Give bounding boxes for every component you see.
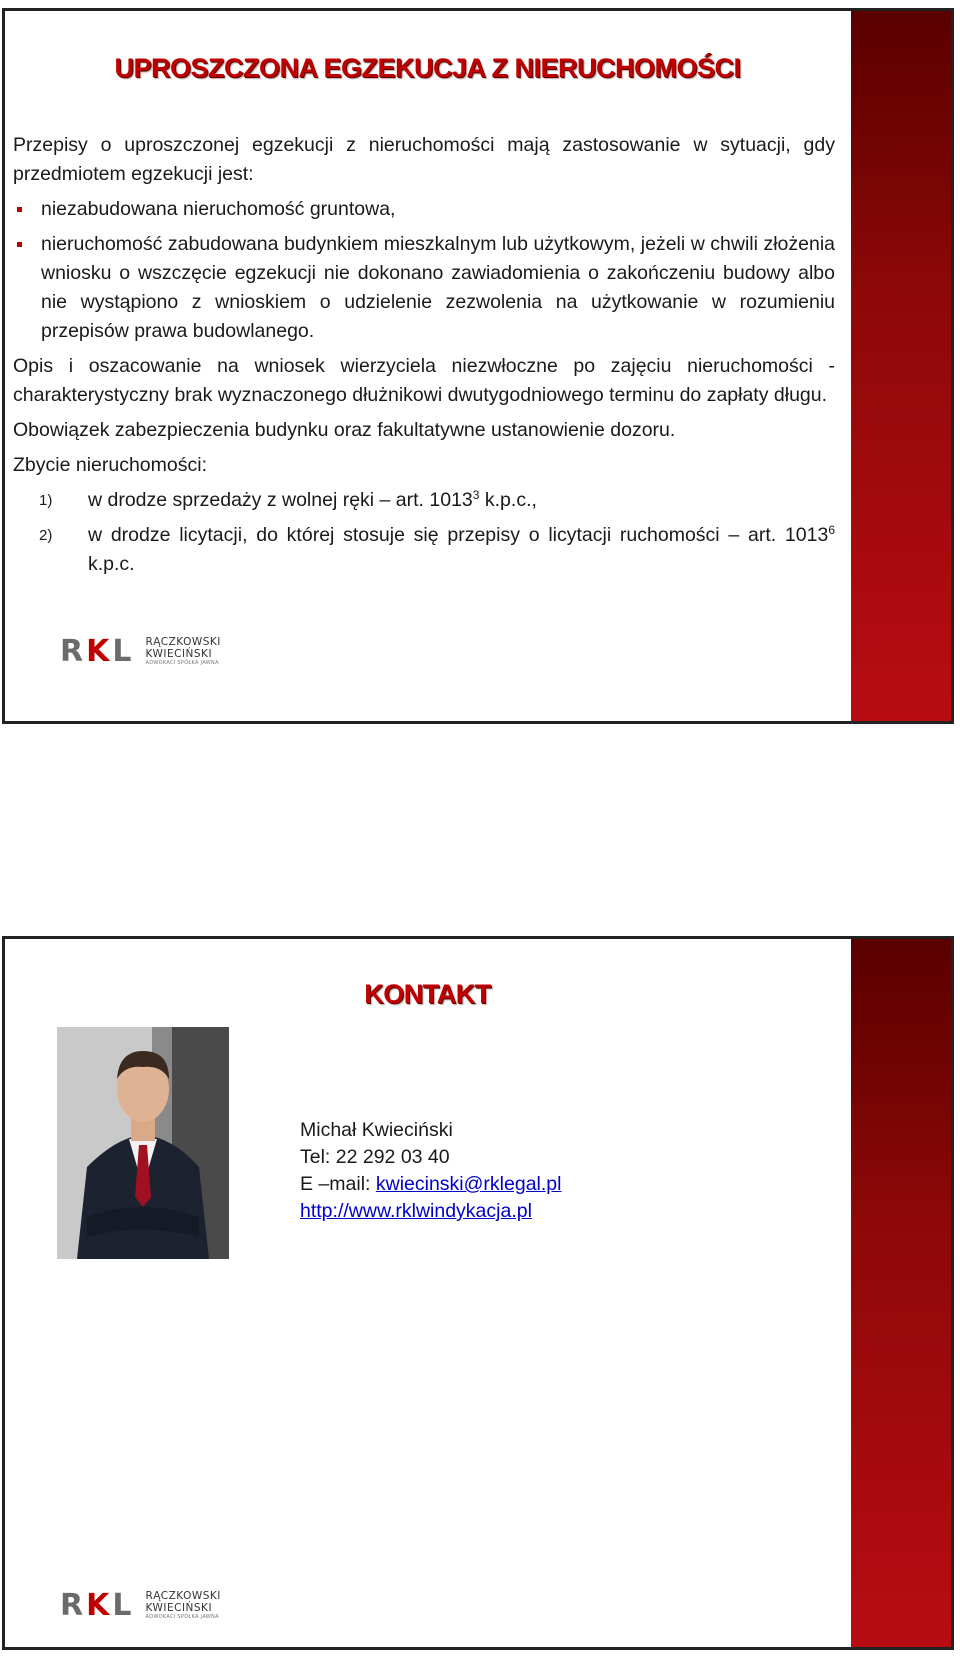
contact-name: Michał Kwieciński: [300, 1119, 453, 1141]
item-text-end: k.p.c.: [88, 553, 135, 575]
portrait-photo: [57, 1027, 229, 1259]
numbered-item: [13, 521, 835, 579]
website-row: [300, 1198, 561, 1225]
slide-egzekucja: [2, 8, 954, 724]
contact-details: [300, 1117, 561, 1225]
bullet-text: nieruchomość zabudowana budynkiem mieszkalnym lub użytkowym, jeżeli w chwili złożenia wniosku o wszczęcie egzekucji nie dokonano zawiadomienia o zakończeniu budowy albo nie wystąpiono z wnioskiem o udzielenie zezwolenia na użytkowanie w rozumieniu przepisów prawa budowlanego.: [41, 233, 835, 342]
paragraph-zbycie: Zbycie nieruchomości:: [13, 454, 207, 476]
paragraph-opis: Opis i oszacowanie na wniosek wierzyciela niezwłoczne po zajęciu nieruchomości - charakterystyczny brak wyznaczonego dłużnikowi dwutygodniowego terminu do zapłaty długu.: [13, 355, 835, 406]
decorative-side-bar: [851, 939, 951, 1647]
website-link[interactable]: http://www.rklwindykacja.pl: [300, 1200, 532, 1222]
decorative-side-bar: [851, 11, 951, 721]
item-text: w drodze sprzedaży z wolnej ręki – art. 1013: [88, 489, 473, 511]
logo-wordmark: RĄCZKOWSKI KWIECIŃSKI ADWOKACI SPÓŁKA JAWNA: [145, 1590, 221, 1620]
square-bullet-icon: [17, 207, 22, 212]
rkl-logo: [60, 633, 221, 669]
bullet-item: [13, 230, 835, 346]
item-number: 2): [39, 527, 53, 544]
slide-title: UPROSZCZONA EGZEKUCJA Z NIERUCHOMOŚCI: [114, 53, 741, 83]
intro-paragraph: Przepisy o uproszczonej egzekucji z nieruchomości mają zastosowanie w sytuacji, gdy przedmiotem egzekucji jest:: [13, 134, 835, 185]
item-text-end: k.p.c.,: [479, 489, 537, 511]
paragraph-obowiazek: Obowiązek zabezpieczenia budynku oraz fakultatywne ustanowienie dozoru.: [13, 419, 676, 441]
numbered-item: [13, 486, 835, 515]
email-label: E –mail:: [300, 1173, 376, 1195]
rkl-logo-mark: R K L: [60, 1587, 132, 1623]
superscript: 3: [472, 488, 480, 502]
slide-content: [13, 131, 835, 585]
email-link[interactable]: kwiecinski@rklegal.pl: [375, 1173, 562, 1195]
item-number: 1): [39, 492, 53, 509]
bullet-text: niezabudowana nieruchomość gruntowa,: [41, 198, 396, 220]
rkl-logo: [60, 1587, 221, 1623]
item-text: w drodze licytacji, do której stosuje się przepisy o licytacji ruchomości – art. 1013: [88, 524, 829, 546]
slide-title: KONTAKT: [364, 979, 491, 1009]
contact-email-row: [300, 1171, 561, 1198]
square-bullet-icon: [17, 242, 22, 247]
superscript: 6: [828, 523, 835, 537]
logo-wordmark: RĄCZKOWSKI KWIECIŃSKI ADWOKACI SPÓŁKA JAWNA: [145, 636, 221, 666]
rkl-logo-mark: R K L: [60, 633, 132, 669]
bullet-item: [13, 195, 835, 224]
contact-phone: Tel: 22 292 03 40: [300, 1146, 450, 1168]
slide-kontakt: [2, 936, 954, 1650]
